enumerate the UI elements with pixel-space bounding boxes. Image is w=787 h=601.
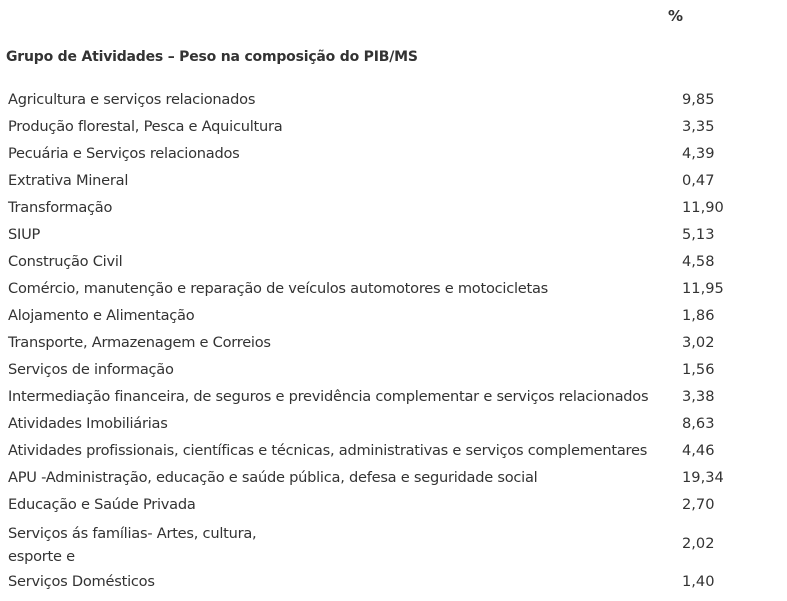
percent-column-header: % — [668, 7, 684, 25]
activity-label: Produção florestal, Pesca e Aquicultura — [8, 118, 283, 135]
activity-label: SIUP — [8, 226, 41, 243]
activity-value: 3,02 — [682, 334, 715, 351]
activity-label: Comércio, manutenção e reparação de veículos automotores e motocicletas — [8, 280, 549, 297]
table-row — [0, 113, 787, 140]
activity-value: 5,13 — [682, 226, 715, 243]
activity-label: Serviços de informação — [8, 361, 174, 378]
table-row — [0, 383, 787, 410]
table-row — [0, 221, 787, 248]
table-row — [0, 248, 787, 275]
table-row — [0, 329, 787, 356]
table-row — [0, 410, 787, 437]
activity-label: Construção Civil — [8, 253, 123, 270]
activity-value: 11,95 — [682, 280, 724, 297]
activity-label: Pecuária e Serviços relacionados — [8, 145, 240, 162]
activity-value: 1,40 — [682, 573, 715, 590]
activity-value: 2,70 — [682, 496, 715, 513]
activity-value: 9,85 — [682, 91, 715, 108]
activity-value: 1,56 — [682, 361, 715, 378]
activity-label: Extrativa Mineral — [8, 172, 129, 189]
table-row — [0, 140, 787, 167]
activity-label: Serviços Domésticos — [8, 573, 155, 590]
activity-label: Serviços ás famílias- Artes, cultura, esporte e — [8, 525, 257, 565]
table-row — [0, 302, 787, 329]
activity-value: 1,86 — [682, 307, 715, 324]
activity-value: 3,38 — [682, 388, 715, 405]
table-row — [0, 167, 787, 194]
table-row — [0, 275, 787, 302]
table-row — [0, 86, 787, 113]
table-row — [0, 356, 787, 383]
activity-value: 8,63 — [682, 415, 715, 432]
activity-label: Atividades Imobiliárias — [8, 415, 168, 432]
group-title: Grupo de Atividades – Peso na composição do PIB/MS — [6, 49, 418, 65]
table-row — [0, 518, 787, 568]
activity-value: 11,90 — [682, 199, 724, 216]
activity-value: 4,58 — [682, 253, 715, 270]
activity-label: Transporte, Armazenagem e Correios — [8, 334, 271, 351]
table-row — [0, 491, 787, 518]
activity-value: 4,46 — [682, 442, 715, 459]
activity-value: 3,35 — [682, 118, 715, 135]
activity-table — [0, 86, 787, 595]
activity-label: APU -Administração, educação e saúde pública, defesa e seguridade social — [8, 469, 538, 486]
activity-value: 0,47 — [682, 172, 715, 189]
activity-label: Atividades profissionais, científicas e técnicas, administrativas e serviços complementares — [8, 442, 648, 459]
activity-label: Transformação — [8, 199, 113, 216]
activity-value: 4,39 — [682, 145, 715, 162]
activity-label: Alojamento e Alimentação — [8, 307, 195, 324]
activity-value: 19,34 — [682, 469, 724, 486]
table-row — [0, 568, 787, 595]
activity-label: Intermediação financeira, de seguros e previdência complementar e serviços relacionados — [8, 388, 649, 405]
table-row — [0, 194, 787, 221]
table-row — [0, 464, 787, 491]
activity-label: Educação e Saúde Privada — [8, 496, 196, 513]
table-row — [0, 437, 787, 464]
activity-value: 2,02 — [682, 534, 715, 552]
activity-label: Agricultura e serviços relacionados — [8, 91, 256, 108]
